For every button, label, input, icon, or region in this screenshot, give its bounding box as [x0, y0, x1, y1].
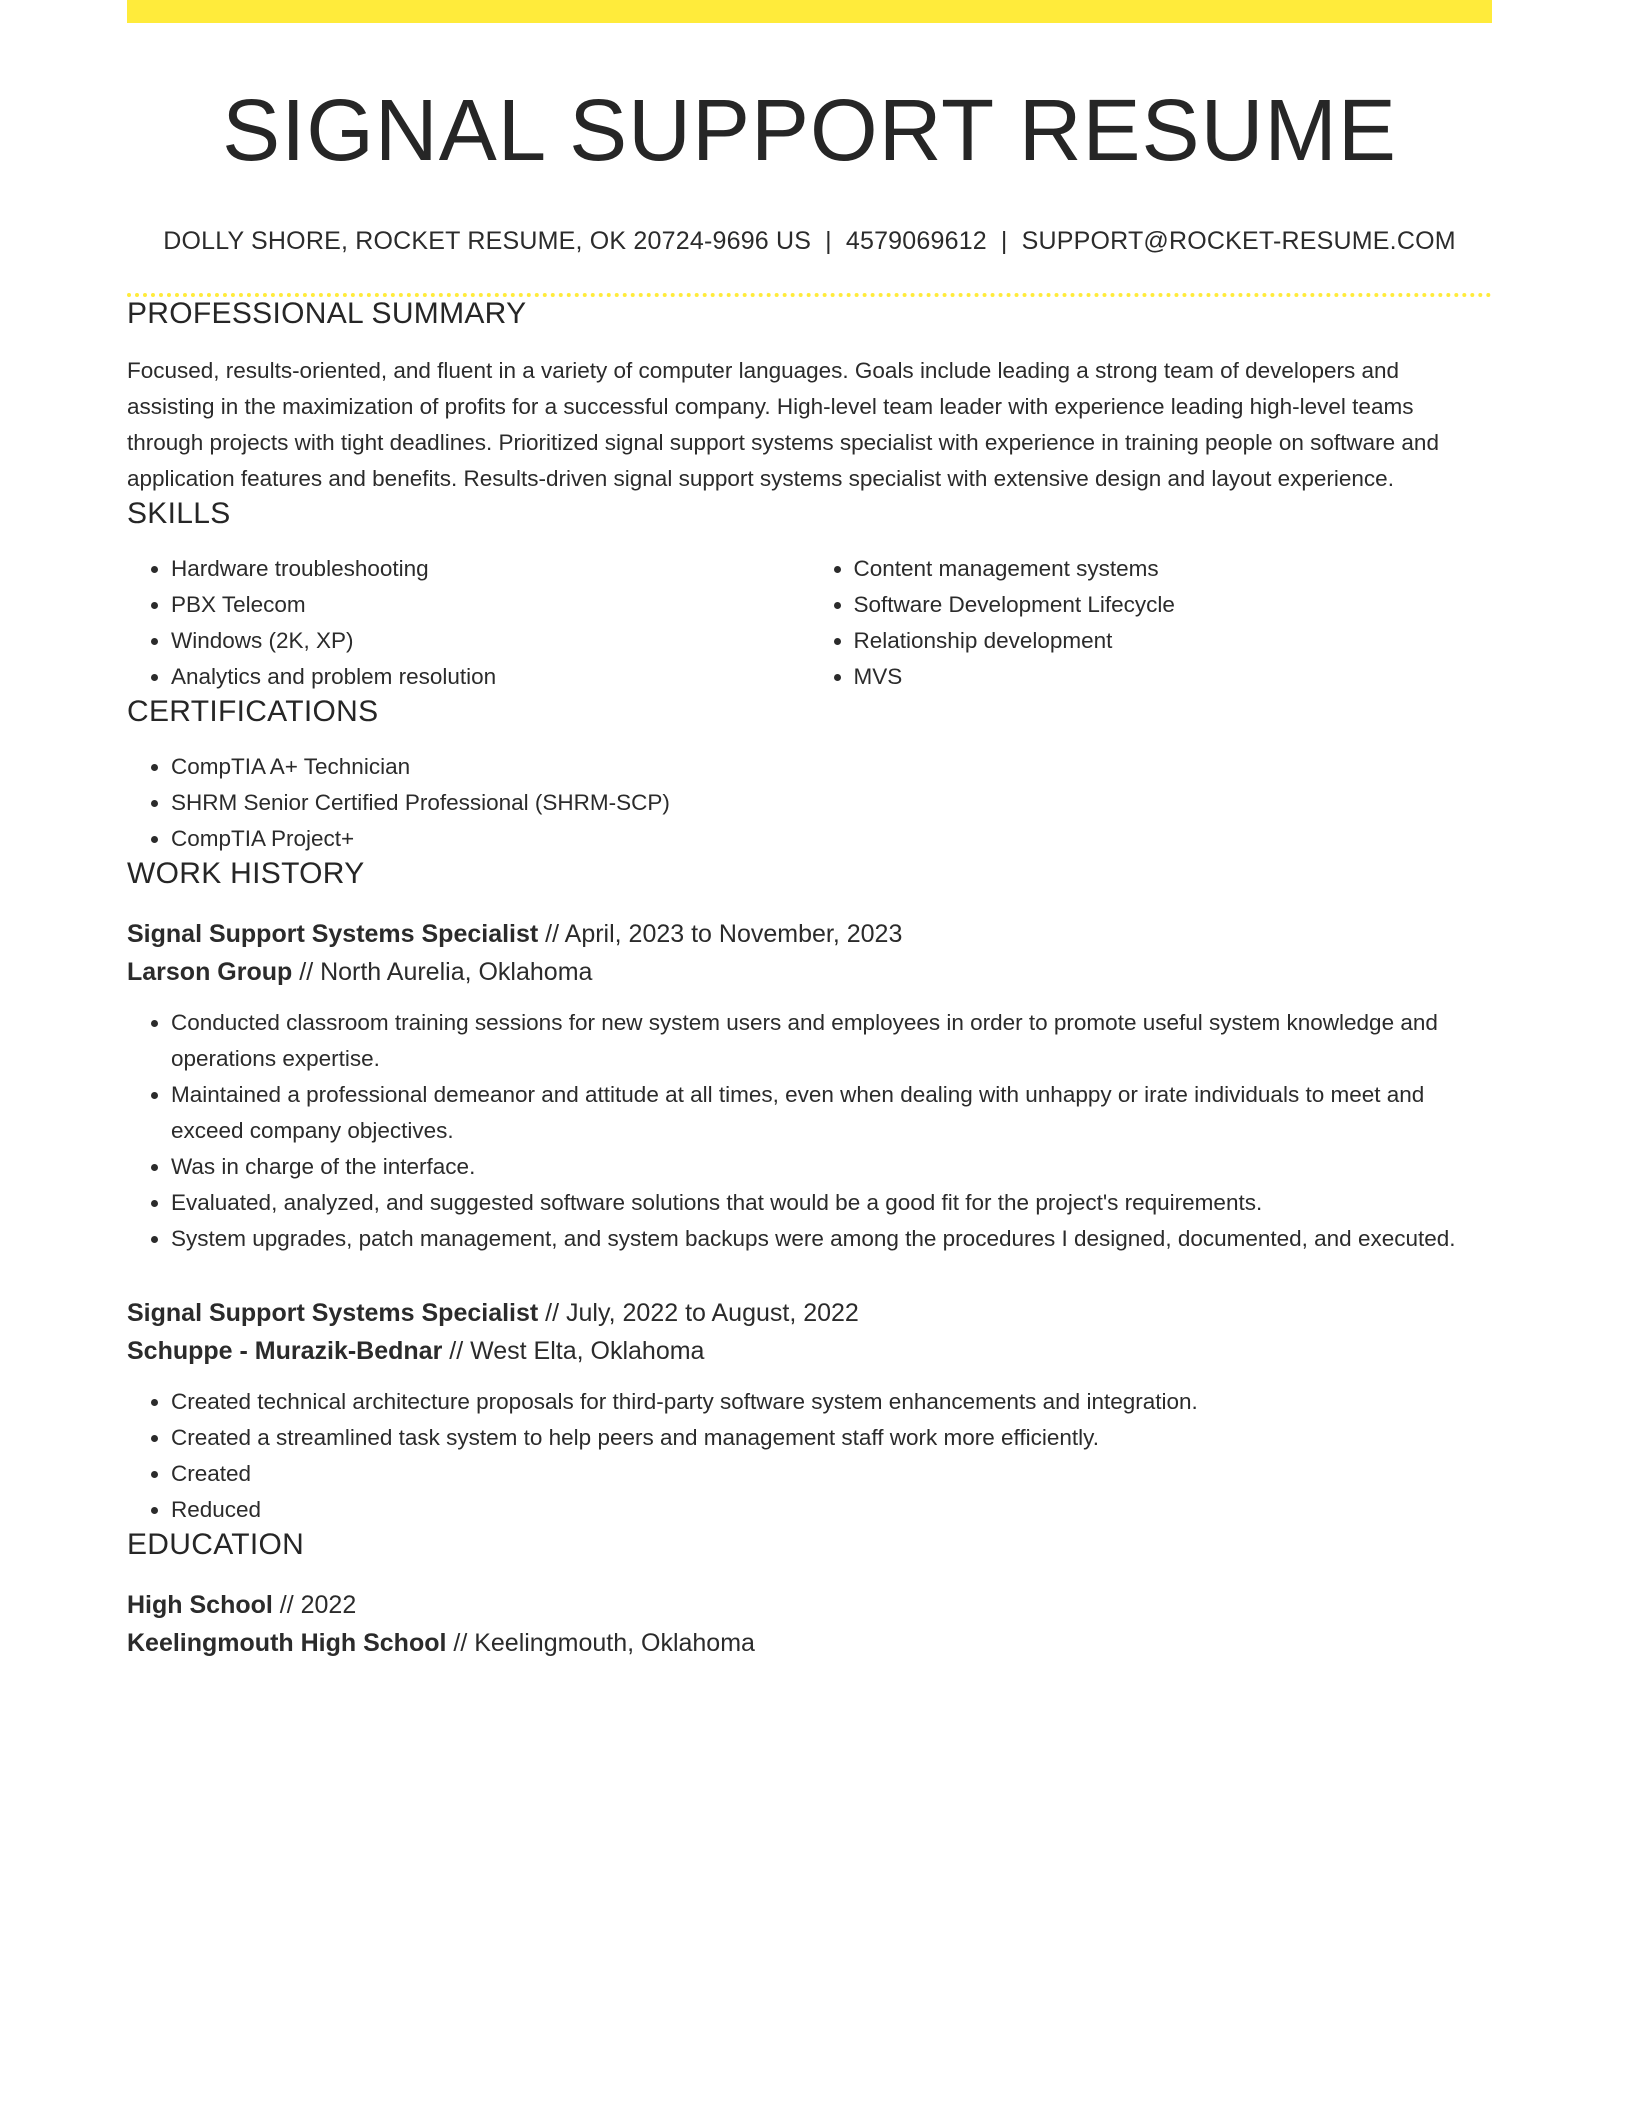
contact-email: SUPPORT@ROCKET-RESUME.COM: [1021, 226, 1456, 255]
skill-item: • Content management systems: [854, 551, 1493, 587]
resume-title: SIGNAL SUPPORT RESUME: [222, 82, 1397, 179]
job-entry: [127, 1294, 1492, 1528]
job-dates: // April, 2023 to November, 2023: [538, 919, 903, 948]
job-bullet: • Conducted classroom training sessions for new system users and employees in order to promote useful system knowledge and operations expertise.: [171, 1005, 1492, 1077]
job-location: // West Elta, Oklahoma: [442, 1336, 705, 1365]
job-bullet: • Created: [171, 1456, 1492, 1492]
skill-item: • MVS: [854, 659, 1493, 695]
certification-item: • CompTIA A+ Technician: [171, 749, 1492, 785]
skill-item: • Relationship development: [854, 623, 1493, 659]
top-accent-bar: [127, 0, 1492, 23]
job-header: [127, 1294, 1492, 1370]
job-bullet: • System upgrades, patch management, and system backups were among the procedures I designed, documented, and executed.: [171, 1221, 1492, 1257]
job-bullet: • Created a streamlined task system to help peers and management staff work more efficiently.: [171, 1420, 1492, 1456]
skill-item: • Windows (2K, XP): [171, 623, 810, 659]
skill-item: • Software Development Lifecycle: [854, 587, 1493, 623]
contact-address: DOLLY SHORE, ROCKET RESUME, OK 20724-9696 US: [163, 226, 812, 255]
job-bullet: • Reduced: [171, 1492, 1492, 1528]
certifications-list: [127, 749, 1492, 857]
skills-list: [127, 551, 1492, 695]
job-header: [127, 915, 1492, 991]
skill-item: • Hardware troubleshooting: [171, 551, 810, 587]
job-location: // North Aurelia, Oklahoma: [292, 957, 593, 986]
contact-phone: 4579069612: [845, 226, 987, 255]
summary-text: Focused, results-oriented, and fluent in a variety of computer languages. Goals include leading a strong team of developers and assisting in the maximization of profits for a successful company. High-level team leader with experience leading high-level teams through projects with tight deadlines. Prioritized signal support systems specialist with experience in training people on software and application features and benefits. Results-driven signal support systems specialist with extensive design and layout experience.: [127, 357, 1439, 491]
education-entry: [127, 1586, 1492, 1662]
education-heading: EDUCATION: [127, 1527, 305, 1561]
education-location: // Keelingmouth, Oklahoma: [446, 1628, 755, 1657]
skill-item: • Analytics and problem resolution: [171, 659, 810, 695]
education-school: Keelingmouth High School: [127, 1628, 447, 1657]
job-bullet: • Evaluated, analyzed, and suggested software solutions that would be a good fit for the project's requirements.: [171, 1185, 1492, 1221]
certification-item: • SHRM Senior Certified Professional (SHRM-SCP): [171, 785, 1492, 821]
skill-item: • PBX Telecom: [171, 587, 810, 623]
education-degree: High School: [127, 1590, 273, 1619]
job-bullet: • Was in charge of the interface.: [171, 1149, 1492, 1185]
contact-separator: |: [1000, 226, 1008, 255]
job-bullets: [127, 1384, 1492, 1528]
job-dates: // July, 2022 to August, 2022: [538, 1298, 859, 1327]
certification-item: • CompTIA Project+: [171, 821, 1492, 857]
job-bullet: • Created technical architecture proposals for third-party software system enhancements and integration.: [171, 1384, 1492, 1420]
certifications-heading: CERTIFICATIONS: [127, 694, 379, 728]
job-role: Signal Support Systems Specialist: [127, 1298, 539, 1327]
job-role: Signal Support Systems Specialist: [127, 919, 539, 948]
job-bullet: • Maintained a professional demeanor and attitude at all times, even when dealing with unhappy or irate individuals to meet and exceed company objectives.: [171, 1077, 1492, 1149]
work-history-heading: WORK HISTORY: [127, 856, 365, 890]
skills-column-left: [127, 551, 810, 695]
job-entry: [127, 915, 1492, 1257]
job-bullets: [127, 1005, 1492, 1257]
resume-page: [127, 0, 1492, 1662]
skills-heading: SKILLS: [127, 496, 231, 530]
contact-separator: |: [825, 226, 832, 255]
summary-heading: PROFESSIONAL SUMMARY: [127, 296, 527, 330]
job-company: Schuppe - Murazik-Bednar: [127, 1336, 443, 1365]
education-year: // 2022: [272, 1590, 357, 1619]
job-company: Larson Group: [127, 957, 293, 986]
skills-column-right: [810, 551, 1493, 695]
contact-line: [127, 227, 1492, 256]
